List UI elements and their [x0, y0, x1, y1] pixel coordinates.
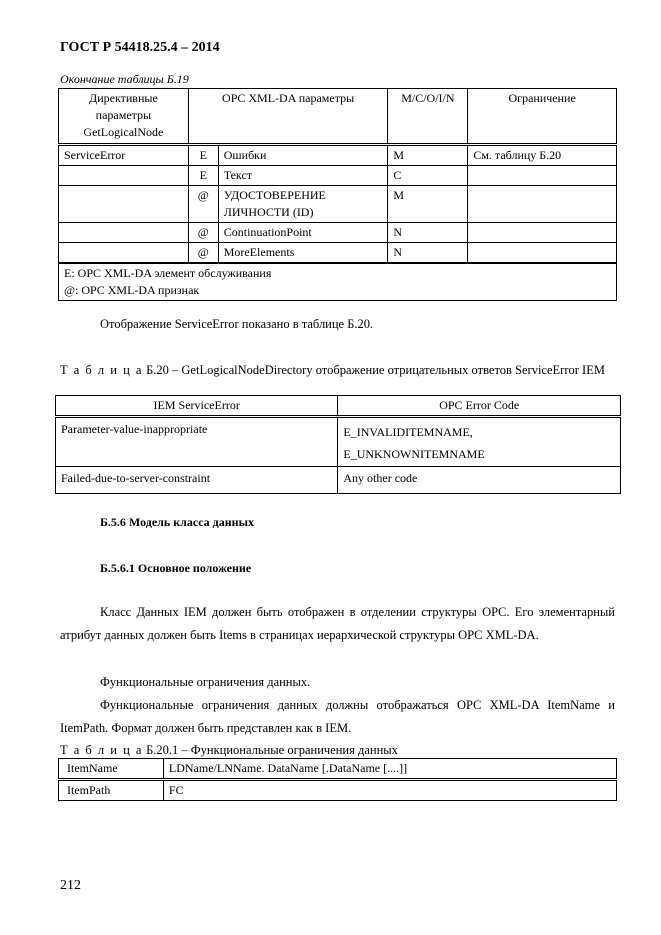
cell-mcoin: N — [388, 243, 468, 264]
table-notes-row — [59, 263, 617, 301]
cell-param: Ошибки — [218, 145, 388, 166]
cell-sym: E — [188, 145, 218, 166]
note-at: @: OPC XML-DA признак — [64, 283, 200, 297]
header-iem-service-error: IEM ServiceError — [56, 396, 338, 417]
table-b19-caption: Окончание таблицы Б.19 — [60, 72, 189, 86]
cell-item-name-label: ItemName — [59, 759, 164, 780]
table-b201 — [58, 758, 617, 801]
cell-param: Текст — [218, 166, 388, 186]
cell-limit — [468, 186, 617, 223]
table-header-row — [56, 396, 621, 417]
cell-directive — [59, 223, 189, 243]
opc-code-line-1: E_INVALIDITEMNAME, — [343, 425, 473, 439]
header-opc-error-code: OPC Error Code — [338, 396, 621, 417]
table-b201-caption — [60, 743, 398, 758]
section-heading-b561: Б.5.6.1 Основное положение — [100, 561, 252, 575]
table-b201-caption-text: Б.20.1 – Функциональные ограничения данных — [146, 743, 398, 757]
header-directive: Директивные параметры GetLogicalNode — [59, 89, 189, 145]
cell-mcoin: M — [388, 145, 468, 166]
cell-sym: @ — [188, 223, 218, 243]
cell-mcoin: N — [388, 223, 468, 243]
cell-limit — [468, 223, 617, 243]
header-limit: Ограничение — [468, 89, 617, 145]
cell-mcoin: M — [388, 186, 468, 223]
table-b20-caption-text: Б.20 – GetLogicalNodeDirectory отображение отрицательных ответов ServiceError IEM — [146, 363, 605, 377]
table-b201-caption-prefix: Т а б л и ц а — [60, 743, 143, 757]
table-row — [59, 243, 617, 264]
table-notes — [59, 263, 617, 301]
cell-iem: Parameter-value-inappropriate — [56, 417, 338, 467]
table-row — [56, 467, 621, 494]
cell-param: УДОСТОВЕРЕНИЕ ЛИЧНОСТИ (ID) — [218, 186, 388, 223]
cell-limit — [468, 243, 617, 264]
cell-directive — [59, 243, 189, 264]
note-e: E: OPC XML-DA элемент обслуживания — [64, 266, 272, 280]
cell-sym: @ — [188, 243, 218, 264]
cell-opc: Any other code — [338, 467, 621, 494]
cell-directive — [59, 166, 189, 186]
cell-item-name-value: LDName/LNName. DataName [.DataName [....]] — [163, 759, 616, 780]
table-row — [59, 759, 617, 780]
section-heading-b56: Б.5.6 Модель класса данных — [100, 515, 254, 529]
cell-directive — [59, 186, 189, 223]
table-row — [59, 780, 617, 801]
cell-param: MoreElements — [218, 243, 388, 264]
table-row — [59, 166, 617, 186]
page-number: 212 — [60, 878, 81, 893]
cell-opc — [338, 417, 621, 467]
cell-sym: E — [188, 166, 218, 186]
opc-code-line-2: E_UNKNOWNITEMNAME — [343, 447, 485, 461]
table-row — [59, 145, 617, 166]
table-b19 — [58, 88, 617, 301]
document-title: ГОСТ Р 54418.25.4 – 2014 — [60, 40, 220, 55]
table-b20 — [55, 395, 621, 494]
table-b20-caption — [60, 363, 615, 377]
table-row — [59, 186, 617, 223]
cell-directive: ServiceError — [59, 145, 189, 166]
cell-sym: @ — [188, 186, 218, 223]
table-row — [56, 417, 621, 467]
cell-iem: Failed-due-to-server-constraint — [56, 467, 338, 494]
header-mcoin: M/C/O/I/N — [388, 89, 468, 145]
cell-item-path-value: FC — [163, 780, 616, 801]
table-header-row — [59, 89, 617, 145]
table-row — [59, 223, 617, 243]
paragraph-itemname-itempath: Функциональные ограничения данных должны отображаться OPC XML-DA ItemName и ItemPath. Формат должен быть представлен как в IEM. — [60, 698, 615, 735]
cell-limit — [468, 166, 617, 186]
cell-item-path-label: ItemPath — [59, 780, 164, 801]
cell-limit: См. таблицу Б.20 — [468, 145, 617, 166]
cell-param: ContinuationPoint — [218, 223, 388, 243]
paragraph-data-class: Класс Данных IEM должен быть отображен в отделении структуры OPC. Его элементарный атрибут данных должен быть Items в страницах иерархической структуры OPC XML-DA. — [60, 605, 615, 642]
cell-mcoin: C — [388, 166, 468, 186]
mapping-paragraph: Отображение ServiceError показано в таблице Б.20. — [100, 317, 374, 331]
paragraph-functional-constraints: Функциональные ограничения данных. — [100, 675, 311, 689]
table-b20-caption-prefix: Т а б л и ц а — [60, 363, 143, 377]
header-opc-params: OPC XML-DA параметры — [188, 89, 388, 145]
